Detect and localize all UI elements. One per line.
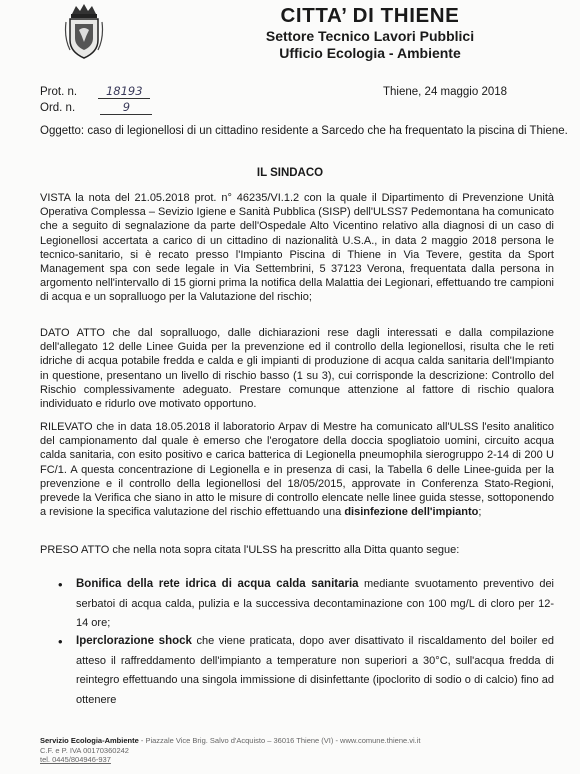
footer-phone: tel. 0445/804946-937 bbox=[40, 755, 111, 764]
paragraph-vista: VISTA la nota del 21.05.2018 prot. n° 46235/VI.1.2 con la quale il Dipartimento di Prevenzione Unità Operativa Complessa – Sevizio Igiene e Sanità Pubblica (SISP) dell'ULSS7 Pedemontana ha comunicato che a seguito di segnalazione da parte dell'Ospedale Alto Vicentino relativo alla diagnosi di un caso di Legionellosi accertata a carico di un cittadino di nazionalità U.S.A., in data 2 maggio 2018 persona le tecnico-sanitario, si è recato presso l'Impianto Piscina di Thiene in Via Tevere, gestita da Sport Management spa con sede legale in Via Settembrini, 5 37123 Verona, frequentata dalla persona in argomento nell'intervallo di 15 giorni prima la notifica della Malattia dei Legionari, effettuando tre campioni di acqua e un sopralluogo per la Valutazione del rischio; bbox=[40, 192, 554, 304]
subject-text: caso di legionellosi di un cittadino residente a Sarcedo che ha frequentato la piscina di Thiene. bbox=[87, 125, 568, 137]
bullet-text: mediante svuotamento preventivo dei serbatoi di acqua calda, pulizia e la successiva decontaminazione con 100 mg/L di cloro per 12-14 ore; bbox=[76, 578, 555, 629]
subject-line bbox=[40, 124, 570, 139]
bullet-item bbox=[76, 575, 554, 634]
office-title: Ufficio Ecologia - Ambiente bbox=[279, 45, 461, 61]
paragraph-dato-atto: DATO ATTO che dal sopralluogo, dalle dichiarazioni rese dagli interessati e dalla compilazione dell'allegato 12 delle Linee Guida per la prevenzione ed il controllo della legionellosi, risulta che le reti idriche di acqua potabile fredda e calda e gli impianti di produzione di acqua calda sanitaria dell'Impianto in questione, presentano un livello di rischio basso (1 su 3), cui corrisponde la descrizione: Controllo del Rischio complessivamente adeguato. Prestare comunque attenzione al fattore di rischio qualora individuato e ridurlo ove motivato opportuno. bbox=[40, 327, 554, 411]
letterhead bbox=[200, 4, 540, 62]
ord-line bbox=[40, 100, 152, 115]
sindaco-heading: IL SINDACO bbox=[256, 167, 324, 179]
bullet-item bbox=[76, 632, 554, 710]
bullet-bold: Bonifica della rete idrica di acqua calda sanitaria bbox=[76, 578, 359, 590]
bullet-dot-icon: • bbox=[58, 634, 63, 649]
rilevato-end: ; bbox=[478, 506, 482, 519]
city-title: CITTA’ DI THIENE bbox=[280, 4, 460, 27]
department-title: Settore Tecnico Lavori Pubblici bbox=[265, 28, 475, 44]
prot-number: 18193 bbox=[98, 84, 150, 99]
protocol-line bbox=[40, 84, 150, 99]
bullet-text: che viene praticata, dopo aver disattivato il riscaldamento del boiler ed atteso il raffreddamento dell'impianto a temperature non superiori a 30°C, sull'acqua fredda di reintegro effettuando una singola immissione di disinfettante (ipoclorito di sodio o di calcio) fino ad ottenere bbox=[76, 635, 554, 706]
paragraph-rilevato bbox=[40, 420, 554, 519]
ord-number: 9 bbox=[100, 100, 152, 115]
coat-of-arms-icon bbox=[64, 2, 104, 60]
footer-address: - Piazzale Vice Brig. Salvo d'Acquisto – 36016 Thiene (VI) - www.comune.thiene.vi.it bbox=[138, 736, 421, 745]
page-footer bbox=[40, 736, 570, 765]
footer-fiscal: C.F. e P. IVA 00170360242 bbox=[40, 745, 129, 755]
place-date: Thiene, 24 maggio 2018 bbox=[383, 86, 508, 98]
subject-label: Oggetto: bbox=[40, 125, 85, 137]
prot-label: Prot. n. bbox=[40, 86, 78, 98]
bullet-dot-icon: • bbox=[58, 577, 63, 592]
rilevato-text: RILEVATO che in data 18.05.2018 il laboratorio Arpav di Mestre ha comunicato all'ULSS l'esito analitico del campionamento dal quale è emerso che l'erogatore della doccia spogliatoio uomini, circuito acqua calda sanitaria, con esito positivo e carica batterica di Legionella pneumophila sierogruppo 2-14 di 200 U FC/1. A questa concentrazione di Legionella e in presenza di casi, la Tabella 6 delle Linee-guida per la prevenzione e il controllo della legionellosi del 18/05/2015, approvate in Conferenza Stato-Regioni, prevede la Verifica che siano in atto le misure di controllo elencate nelle linee guida stesse, sottoponendo a revisione la specifica valutazione del rischio effettuando una bbox=[40, 421, 554, 519]
bullet-bold: Iperclorazione shock bbox=[76, 635, 192, 647]
footer-org: Servizio Ecologia-Ambiente bbox=[40, 736, 139, 745]
paragraph-preso-atto: PRESO ATTO che nella nota sopra citata l'ULSS ha prescritto alla Ditta quanto segue: bbox=[40, 544, 460, 556]
ord-label: Ord. n. bbox=[40, 102, 76, 114]
rilevato-bold: disinfezione dell'impianto bbox=[344, 506, 479, 519]
